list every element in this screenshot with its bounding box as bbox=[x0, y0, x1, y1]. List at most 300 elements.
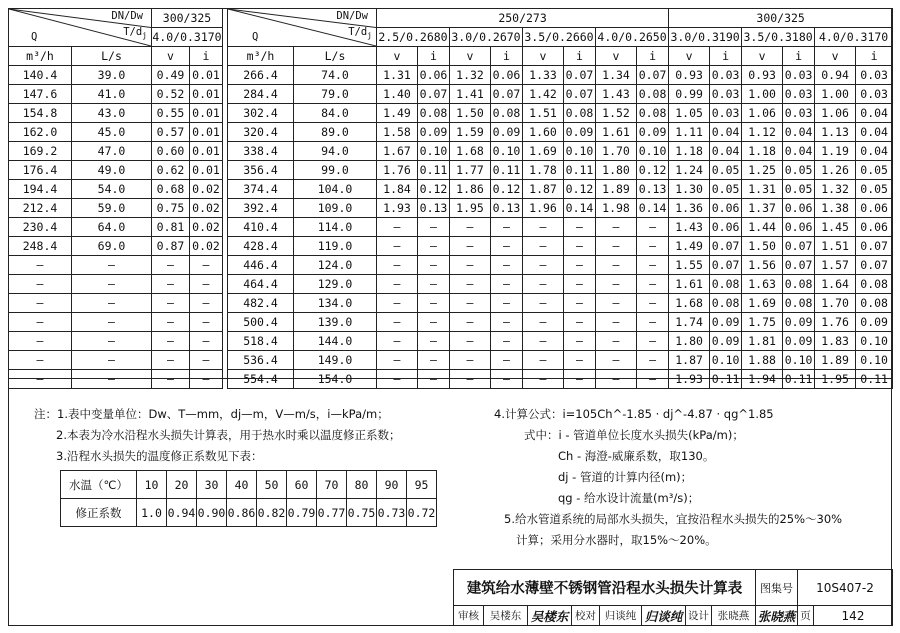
temperature-value: 90 bbox=[377, 471, 407, 499]
table-cell: – bbox=[450, 237, 491, 256]
table-cell: – bbox=[152, 351, 190, 370]
table-cell: 1.32 bbox=[815, 180, 856, 199]
atlas-number: 10S407-2 bbox=[798, 570, 893, 606]
table-cell: 119.0 bbox=[294, 237, 377, 256]
table-cell: 1.68 bbox=[669, 294, 710, 313]
table-cell: 1.43 bbox=[596, 85, 637, 104]
table-cell: 0.01 bbox=[190, 66, 223, 85]
table-cell: 99.0 bbox=[294, 161, 377, 180]
table-cell: – bbox=[418, 218, 450, 237]
table-cell: 1.11 bbox=[669, 123, 710, 142]
right-unit-header: v bbox=[450, 47, 491, 66]
table-cell: 212.4 bbox=[9, 199, 72, 218]
table-cell: 410.4 bbox=[228, 218, 294, 237]
table-cell: 446.4 bbox=[228, 256, 294, 275]
checker-signature: 归谈纯 bbox=[642, 606, 686, 626]
table-cell: 1.93 bbox=[669, 370, 710, 389]
table-cell: – bbox=[491, 294, 523, 313]
table-cell: 0.02 bbox=[190, 218, 223, 237]
table-cell: 0.05 bbox=[856, 161, 893, 180]
table-cell: 0.10 bbox=[564, 142, 596, 161]
table-cell: – bbox=[9, 370, 72, 389]
table-cell: 140.4 bbox=[9, 66, 72, 85]
table-cell: – bbox=[491, 332, 523, 351]
correction-factor: 1.0 bbox=[137, 499, 167, 527]
table-cell: 1.80 bbox=[669, 332, 710, 351]
table-cell: 248.4 bbox=[9, 237, 72, 256]
table-cell: 0.05 bbox=[856, 180, 893, 199]
table-cell: 230.4 bbox=[9, 218, 72, 237]
table-cell: – bbox=[564, 370, 596, 389]
table-cell: 1.77 bbox=[450, 161, 491, 180]
note-5-continued: 计算；采用分水器时，取15%～20%。 bbox=[516, 533, 717, 547]
table-cell: 0.09 bbox=[710, 332, 742, 351]
table-cell: 1.69 bbox=[742, 294, 783, 313]
table-cell: – bbox=[450, 256, 491, 275]
table-cell: – bbox=[190, 351, 223, 370]
table-cell: 1.94 bbox=[742, 370, 783, 389]
table-row bbox=[9, 142, 223, 161]
table-cell: 1.57 bbox=[815, 256, 856, 275]
table-cell: – bbox=[72, 256, 152, 275]
table-cell: 84.0 bbox=[294, 104, 377, 123]
table-cell: 0.05 bbox=[783, 161, 815, 180]
table-cell: – bbox=[72, 275, 152, 294]
table-cell: 0.08 bbox=[491, 104, 523, 123]
table-cell: 0.08 bbox=[710, 275, 742, 294]
right-unit-header: v bbox=[596, 47, 637, 66]
table-cell: 1.78 bbox=[523, 161, 564, 180]
table-cell: 536.4 bbox=[228, 351, 294, 370]
table-cell: 1.80 bbox=[596, 161, 637, 180]
table-cell: 1.87 bbox=[669, 351, 710, 370]
temperature-value: 40 bbox=[227, 471, 257, 499]
table-cell: – bbox=[377, 275, 418, 294]
table-row bbox=[9, 123, 223, 142]
table-cell: – bbox=[377, 370, 418, 389]
table-cell: 74.0 bbox=[294, 66, 377, 85]
left-header-td-label: $T/d_j$ bbox=[123, 26, 147, 41]
table-cell: 0.08 bbox=[418, 104, 450, 123]
table-cell: 302.4 bbox=[228, 104, 294, 123]
table-cell: 1.95 bbox=[450, 199, 491, 218]
table-cell: 0.03 bbox=[783, 66, 815, 85]
table-cell: 0.01 bbox=[190, 104, 223, 123]
table-cell: 0.68 bbox=[152, 180, 190, 199]
table-cell: 1.96 bbox=[523, 199, 564, 218]
table-cell: – bbox=[152, 294, 190, 313]
table-cell: 1.06 bbox=[815, 104, 856, 123]
table-row bbox=[9, 332, 223, 351]
table-cell: 1.49 bbox=[669, 237, 710, 256]
table-cell: – bbox=[450, 313, 491, 332]
table-cell: 0.08 bbox=[783, 275, 815, 294]
table-cell: – bbox=[9, 332, 72, 351]
table-cell: 0.06 bbox=[491, 66, 523, 85]
table-cell: 154.8 bbox=[9, 104, 72, 123]
table-cell: 1.83 bbox=[815, 332, 856, 351]
table-cell: – bbox=[523, 256, 564, 275]
table-cell: 59.0 bbox=[72, 199, 152, 218]
table-cell: 0.07 bbox=[783, 237, 815, 256]
table-cell: – bbox=[418, 275, 450, 294]
table-cell: – bbox=[377, 256, 418, 275]
table-cell: 49.0 bbox=[72, 161, 152, 180]
right-sub-header: 2.5/0.2680 bbox=[377, 28, 450, 47]
right-unit-header: i bbox=[783, 47, 815, 66]
table-cell: 147.6 bbox=[9, 85, 72, 104]
table-cell: 1.52 bbox=[596, 104, 637, 123]
table-cell: – bbox=[377, 351, 418, 370]
table-row bbox=[228, 332, 893, 351]
table-cell: – bbox=[9, 313, 72, 332]
right-unit-header: i bbox=[491, 47, 523, 66]
table-cell: 0.09 bbox=[637, 123, 669, 142]
atlas-label: 图集号 bbox=[756, 570, 798, 606]
table-cell: – bbox=[523, 370, 564, 389]
table-cell: 0.10 bbox=[783, 351, 815, 370]
table-cell: – bbox=[564, 256, 596, 275]
table-cell: 1.58 bbox=[377, 123, 418, 142]
right-unit-header: v bbox=[815, 47, 856, 66]
table-row bbox=[228, 370, 893, 389]
table-cell: – bbox=[491, 256, 523, 275]
table-cell: 0.49 bbox=[152, 66, 190, 85]
table-cell: 0.07 bbox=[564, 66, 596, 85]
table-cell: 0.08 bbox=[710, 294, 742, 313]
table-cell: – bbox=[72, 351, 152, 370]
table-cell: – bbox=[596, 256, 637, 275]
table-row bbox=[228, 180, 893, 199]
table-cell: – bbox=[637, 237, 669, 256]
table-cell: – bbox=[523, 218, 564, 237]
table-cell: 0.04 bbox=[783, 142, 815, 161]
table-cell: 0.10 bbox=[856, 351, 893, 370]
table-cell: – bbox=[9, 294, 72, 313]
right-unit-header: v bbox=[742, 47, 783, 66]
table-cell: 0.13 bbox=[491, 199, 523, 218]
table-cell: 0.02 bbox=[190, 180, 223, 199]
table-cell: – bbox=[450, 294, 491, 313]
table-cell: 1.36 bbox=[669, 199, 710, 218]
right-unit-header: i bbox=[564, 47, 596, 66]
table-cell: – bbox=[637, 351, 669, 370]
table-cell: 0.99 bbox=[669, 85, 710, 104]
table-cell: 144.0 bbox=[294, 332, 377, 351]
temperature-value: 80 bbox=[347, 471, 377, 499]
table-cell: 149.0 bbox=[294, 351, 377, 370]
temperature-value: 10 bbox=[137, 471, 167, 499]
formula-legend-qg: qg - 给水设计流量(m³/s)； bbox=[558, 491, 700, 505]
table-cell: 124.0 bbox=[294, 256, 377, 275]
table-cell: 139.0 bbox=[294, 313, 377, 332]
table-cell: 1.95 bbox=[815, 370, 856, 389]
design-label: 设计 bbox=[686, 606, 712, 626]
table-cell: – bbox=[637, 275, 669, 294]
factor-label: 修正系数 bbox=[61, 499, 137, 527]
table-cell: 482.4 bbox=[228, 294, 294, 313]
table-cell: 0.75 bbox=[152, 199, 190, 218]
table-cell: 0.06 bbox=[856, 218, 893, 237]
table-cell: 89.0 bbox=[294, 123, 377, 142]
table-row bbox=[228, 294, 893, 313]
table-cell: 0.12 bbox=[418, 180, 450, 199]
table-cell: 0.13 bbox=[418, 199, 450, 218]
table-cell: 1.93 bbox=[377, 199, 418, 218]
right-sub-header: 4.0/0.3170 bbox=[815, 28, 893, 47]
table-cell: 69.0 bbox=[72, 237, 152, 256]
table-cell: 1.63 bbox=[742, 275, 783, 294]
table-cell: 64.0 bbox=[72, 218, 152, 237]
table-row bbox=[228, 218, 893, 237]
table-cell: – bbox=[418, 313, 450, 332]
table-cell: 1.42 bbox=[523, 85, 564, 104]
table-cell: – bbox=[596, 370, 637, 389]
table-cell: 1.81 bbox=[742, 332, 783, 351]
right-group-header-250: 250/273 bbox=[377, 9, 669, 28]
table-cell: 0.10 bbox=[856, 332, 893, 351]
title-block bbox=[453, 569, 893, 626]
table-row bbox=[228, 351, 893, 370]
table-cell: 1.50 bbox=[742, 237, 783, 256]
table-cell: – bbox=[9, 351, 72, 370]
table-cell: – bbox=[564, 294, 596, 313]
right-unit-header: v bbox=[669, 47, 710, 66]
left-unit-header: L/s bbox=[72, 47, 152, 66]
table-cell: 0.01 bbox=[190, 123, 223, 142]
table-cell: 0.05 bbox=[710, 161, 742, 180]
left-unit-header: m³/h bbox=[9, 47, 72, 66]
table-cell: 1.70 bbox=[596, 142, 637, 161]
table-cell: – bbox=[450, 332, 491, 351]
table-cell: – bbox=[9, 275, 72, 294]
temperature-value: 60 bbox=[287, 471, 317, 499]
table-cell: 1.00 bbox=[742, 85, 783, 104]
table-cell: – bbox=[637, 218, 669, 237]
table-cell: 0.09 bbox=[783, 332, 815, 351]
table-cell: 0.60 bbox=[152, 142, 190, 161]
table-cell: – bbox=[596, 351, 637, 370]
table-cell: 0.07 bbox=[710, 237, 742, 256]
table-cell: 0.11 bbox=[564, 161, 596, 180]
table-cell: 1.75 bbox=[742, 313, 783, 332]
table-cell: – bbox=[418, 351, 450, 370]
table-cell: 0.09 bbox=[783, 313, 815, 332]
table-cell: 1.74 bbox=[669, 313, 710, 332]
table-cell: 1.33 bbox=[523, 66, 564, 85]
table-cell: 1.30 bbox=[669, 180, 710, 199]
table-cell: 1.34 bbox=[596, 66, 637, 85]
temperature-value: 95 bbox=[407, 471, 437, 499]
table-cell: 0.06 bbox=[783, 218, 815, 237]
table-cell: 1.41 bbox=[450, 85, 491, 104]
table-cell: – bbox=[596, 313, 637, 332]
table-cell: 134.0 bbox=[294, 294, 377, 313]
table-cell: 1.61 bbox=[596, 123, 637, 142]
left-unit-header: v bbox=[152, 47, 190, 66]
table-cell: 0.01 bbox=[190, 142, 223, 161]
table-cell: 0.12 bbox=[564, 180, 596, 199]
table-cell: 0.11 bbox=[491, 161, 523, 180]
table-cell: 0.03 bbox=[710, 85, 742, 104]
table-cell: 320.4 bbox=[228, 123, 294, 142]
table-cell: 39.0 bbox=[72, 66, 152, 85]
table-cell: 1.61 bbox=[669, 275, 710, 294]
table-cell: 1.43 bbox=[669, 218, 710, 237]
table-cell: – bbox=[596, 275, 637, 294]
table-cell: – bbox=[190, 275, 223, 294]
table-cell: 1.37 bbox=[742, 199, 783, 218]
table-cell: 43.0 bbox=[72, 104, 152, 123]
correction-factor: 0.75 bbox=[347, 499, 377, 527]
correction-factor: 0.94 bbox=[167, 499, 197, 527]
notes-left bbox=[34, 404, 400, 467]
table-cell: 0.07 bbox=[783, 256, 815, 275]
table-cell: 1.76 bbox=[377, 161, 418, 180]
table-cell: – bbox=[377, 313, 418, 332]
table-cell: – bbox=[523, 275, 564, 294]
table-cell: – bbox=[72, 313, 152, 332]
table-cell: 162.0 bbox=[9, 123, 72, 142]
table-cell: 0.04 bbox=[783, 123, 815, 142]
correction-factor: 0.82 bbox=[257, 499, 287, 527]
formula-legend-dj: dj - 管道的计算内径(m)； bbox=[558, 470, 693, 484]
table-row bbox=[9, 66, 223, 85]
table-cell: 500.4 bbox=[228, 313, 294, 332]
table-cell: 1.45 bbox=[815, 218, 856, 237]
table-cell: 1.69 bbox=[523, 142, 564, 161]
table-cell: – bbox=[637, 294, 669, 313]
table-cell: 194.4 bbox=[9, 180, 72, 199]
drawing-title: 建筑给水薄壁不锈钢管沿程水头损失计算表 bbox=[454, 570, 756, 606]
table-cell: – bbox=[152, 275, 190, 294]
table-cell: 554.4 bbox=[228, 370, 294, 389]
table-cell: 1.18 bbox=[742, 142, 783, 161]
right-unit-header: L/s bbox=[294, 47, 377, 66]
table-cell: – bbox=[418, 237, 450, 256]
table-cell: 1.26 bbox=[815, 161, 856, 180]
right-header-q-label: Q bbox=[252, 31, 259, 43]
left-sub-header: 4.0/0.3170 bbox=[152, 28, 223, 47]
table-cell: 392.4 bbox=[228, 199, 294, 218]
right-header-td-label: $T/d_j$ bbox=[348, 26, 372, 41]
table-cell: – bbox=[450, 275, 491, 294]
table-cell: 0.09 bbox=[856, 313, 893, 332]
table-cell: 0.93 bbox=[669, 66, 710, 85]
table-row bbox=[9, 370, 223, 389]
table-cell: 0.01 bbox=[190, 85, 223, 104]
table-cell: 0.06 bbox=[710, 218, 742, 237]
formula-legend-ch: Ch - 海澄-威廉系数，取130。 bbox=[558, 449, 715, 463]
table-cell: 1.59 bbox=[450, 123, 491, 142]
table-cell: – bbox=[418, 332, 450, 351]
table-cell: 0.11 bbox=[710, 370, 742, 389]
table-cell: 1.19 bbox=[815, 142, 856, 161]
table-cell: – bbox=[418, 370, 450, 389]
table-cell: 0.10 bbox=[710, 351, 742, 370]
table-cell: 0.09 bbox=[564, 123, 596, 142]
table-cell: – bbox=[450, 370, 491, 389]
correction-factor: 0.90 bbox=[197, 499, 227, 527]
table-cell: 0.10 bbox=[418, 142, 450, 161]
table-cell: 0.11 bbox=[783, 370, 815, 389]
table-cell: 1.70 bbox=[815, 294, 856, 313]
table-cell: 338.4 bbox=[228, 142, 294, 161]
table-cell: 0.57 bbox=[152, 123, 190, 142]
table-cell: 0.13 bbox=[637, 180, 669, 199]
table-cell: 0.02 bbox=[190, 199, 223, 218]
table-cell: 0.06 bbox=[710, 199, 742, 218]
temperature-correction-table bbox=[60, 470, 437, 527]
correction-factor: 0.73 bbox=[377, 499, 407, 527]
table-cell: – bbox=[491, 237, 523, 256]
right-unit-header: i bbox=[710, 47, 742, 66]
table-cell: 0.07 bbox=[564, 85, 596, 104]
table-cell: 0.04 bbox=[856, 123, 893, 142]
table-row bbox=[9, 275, 223, 294]
table-cell: 109.0 bbox=[294, 199, 377, 218]
correction-factor: 0.72 bbox=[407, 499, 437, 527]
table-cell: 1.18 bbox=[669, 142, 710, 161]
table-cell: 1.05 bbox=[669, 104, 710, 123]
table-cell: 0.03 bbox=[783, 85, 815, 104]
right-group-header-300: 300/325 bbox=[669, 9, 893, 28]
note-2: 2.本表为冷水沿程水头损失计算表，用于热水时乘以温度修正系数； bbox=[56, 428, 401, 442]
temperature-value: 70 bbox=[317, 471, 347, 499]
table-cell: – bbox=[564, 275, 596, 294]
table-row bbox=[228, 104, 893, 123]
table-cell: 1.64 bbox=[815, 275, 856, 294]
left-head-loss-table bbox=[8, 8, 223, 389]
table-cell: – bbox=[596, 294, 637, 313]
table-row bbox=[9, 199, 223, 218]
table-cell: – bbox=[190, 332, 223, 351]
table-row bbox=[9, 256, 223, 275]
table-cell: 1.13 bbox=[815, 123, 856, 142]
table-cell: 0.03 bbox=[856, 85, 893, 104]
table-cell: 1.38 bbox=[815, 199, 856, 218]
table-cell: – bbox=[450, 218, 491, 237]
table-cell: 154.0 bbox=[294, 370, 377, 389]
correction-factor: 0.86 bbox=[227, 499, 257, 527]
table-cell: 1.84 bbox=[377, 180, 418, 199]
table-cell: 0.04 bbox=[856, 142, 893, 161]
table-cell: – bbox=[596, 332, 637, 351]
table-cell: – bbox=[152, 256, 190, 275]
table-cell: 0.52 bbox=[152, 85, 190, 104]
table-cell: 1.98 bbox=[596, 199, 637, 218]
table-cell: – bbox=[190, 294, 223, 313]
table-cell: 464.4 bbox=[228, 275, 294, 294]
table-cell: – bbox=[637, 332, 669, 351]
table-cell: 1.86 bbox=[450, 180, 491, 199]
left-header-dn-label: DN/Dw bbox=[111, 10, 143, 22]
table-cell: 0.08 bbox=[637, 85, 669, 104]
table-cell: 1.06 bbox=[742, 104, 783, 123]
table-cell: 0.08 bbox=[856, 275, 893, 294]
table-cell: 0.14 bbox=[564, 199, 596, 218]
table-cell: – bbox=[523, 294, 564, 313]
temperature-value: 20 bbox=[167, 471, 197, 499]
left-unit-header: i bbox=[190, 47, 223, 66]
table-cell: 0.10 bbox=[491, 142, 523, 161]
right-unit-header: i bbox=[637, 47, 669, 66]
table-cell: 0.11 bbox=[856, 370, 893, 389]
table-cell: 0.10 bbox=[637, 142, 669, 161]
table-cell: – bbox=[523, 313, 564, 332]
table-cell: 0.06 bbox=[418, 66, 450, 85]
right-sub-header: 3.0/0.3190 bbox=[669, 28, 742, 47]
